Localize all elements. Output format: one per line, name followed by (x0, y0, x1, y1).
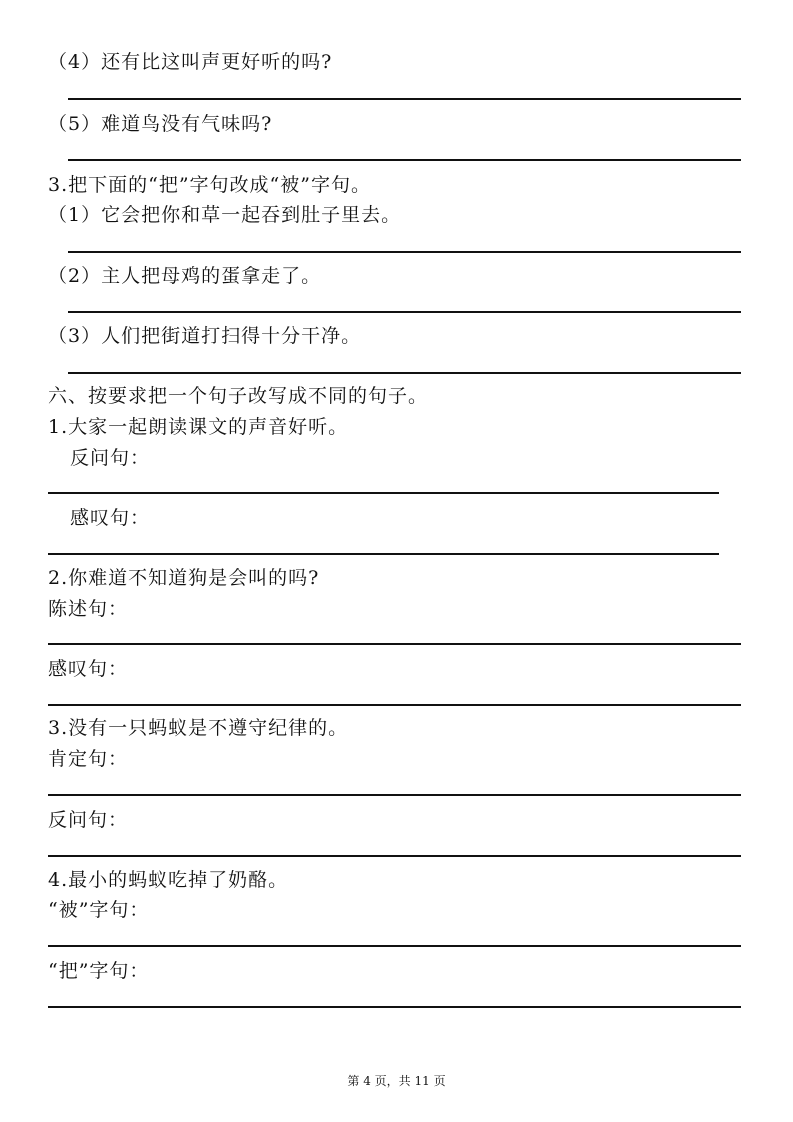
answer-line[interactable] (48, 553, 719, 555)
s6-q2-label-a: 陈述句： (48, 598, 129, 620)
answer-line[interactable] (48, 855, 741, 857)
answer-line[interactable] (68, 372, 741, 374)
answer-line[interactable] (48, 945, 741, 947)
answer-line[interactable] (48, 643, 741, 645)
s6-q3-label-a: 肯定句： (48, 748, 129, 770)
s6-q3-sentence: 3.没有一只蚂蚁是不遵守纪律的。 (48, 717, 349, 739)
s6-q1-label-b: 感叹句： (70, 507, 151, 529)
answer-line[interactable] (68, 98, 741, 100)
answer-line[interactable] (48, 492, 719, 494)
answer-line[interactable] (48, 704, 741, 706)
s6-q1-label-a: 反问句： (70, 447, 151, 469)
answer-line[interactable] (68, 311, 741, 313)
answer-line[interactable] (48, 794, 741, 796)
s6-q4-label-b: “把”字句： (48, 960, 150, 982)
s6-q2-label-b: 感叹句： (48, 658, 129, 680)
s6-q4-label-a: “被”字句： (48, 899, 150, 921)
answer-line[interactable] (48, 1006, 741, 1008)
s6-q1-sentence: 1.大家一起朗读课文的声音好听。 (48, 416, 349, 438)
q3-item-3: （3）人们把街道打扫得十分干净。 (48, 325, 362, 347)
answer-line[interactable] (68, 159, 741, 161)
s6-q3-label-b: 反问句： (48, 809, 129, 831)
s6-q4-sentence: 4.最小的蚂蚁吃掉了奶酪。 (48, 869, 289, 891)
s6-q2-sentence: 2.你难道不知道狗是会叫的吗? (48, 567, 320, 589)
question-item-5: （5）难道鸟没有气味吗? (48, 113, 273, 135)
q3-title: 3.把下面的“把”字句改成“被”字句。 (48, 174, 371, 196)
question-item-4: （4）还有比这叫声更好听的吗? (48, 51, 333, 73)
section-6-title: 六、按要求把一个句子改写成不同的句子。 (48, 385, 429, 407)
answer-line[interactable] (68, 251, 741, 253)
q3-item-1: （1）它会把你和草一起吞到肚子里去。 (48, 204, 402, 226)
page-number: 第 4 页，共 11 页 (347, 1074, 446, 1088)
q3-item-2: （2）主人把母鸡的蛋拿走了。 (48, 265, 322, 287)
